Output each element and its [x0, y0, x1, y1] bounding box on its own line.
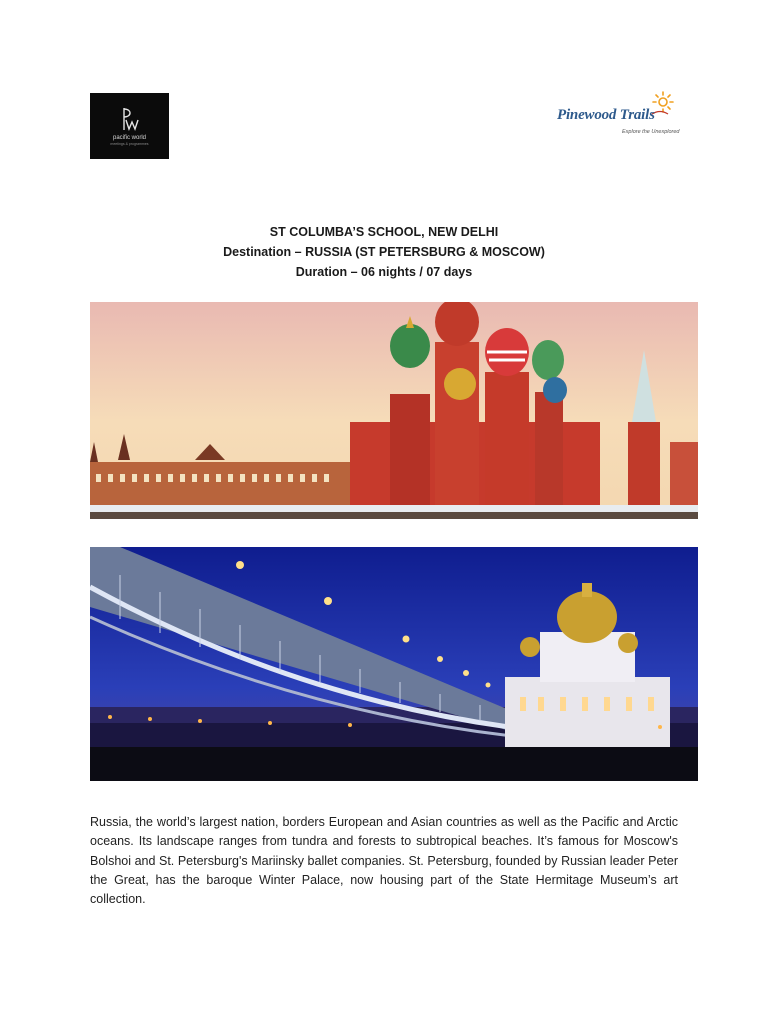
- pinewood-trails-tagline: Explore the Unexplored: [622, 129, 680, 135]
- moscow-bridge-night-photo: [90, 547, 698, 781]
- pinewood-trails-name: Pinewood Trails: [557, 107, 655, 123]
- st-basils-cathedral-photo: [90, 302, 698, 519]
- pinewood-trails-logo: [555, 90, 685, 140]
- destination-line: Destination – RUSSIA (ST PETERSBURG & MOSCOW): [223, 245, 545, 259]
- school-name: ST COLUMBA’S SCHOOL, NEW DELHI: [269, 225, 499, 239]
- pacific-world-name: pacific world: [112, 135, 146, 141]
- russia-description: Russia, the world’s largest nation, borders European and Asian countries as well as the Pacific and Arctic oceans. Its landscape ranges from tundra and forests to subtropical beaches. It’s famous for Moscow's Bolshoi and St. Petersburg's Mariinsky ballet companies. St. Petersburg, founded by Russian leader Peter the Great, has the baroque Winter Palace, now housing part of the State Hermitage Museum’s art collection.: [90, 815, 678, 907]
- pacific-world-logo: [90, 93, 169, 159]
- pacific-world-tagline: meetings & programmes: [110, 142, 149, 146]
- title-block: [0, 222, 768, 282]
- duration-line: Duration – 06 nights / 07 days: [295, 265, 473, 279]
- pw-monogram-icon: [117, 105, 143, 133]
